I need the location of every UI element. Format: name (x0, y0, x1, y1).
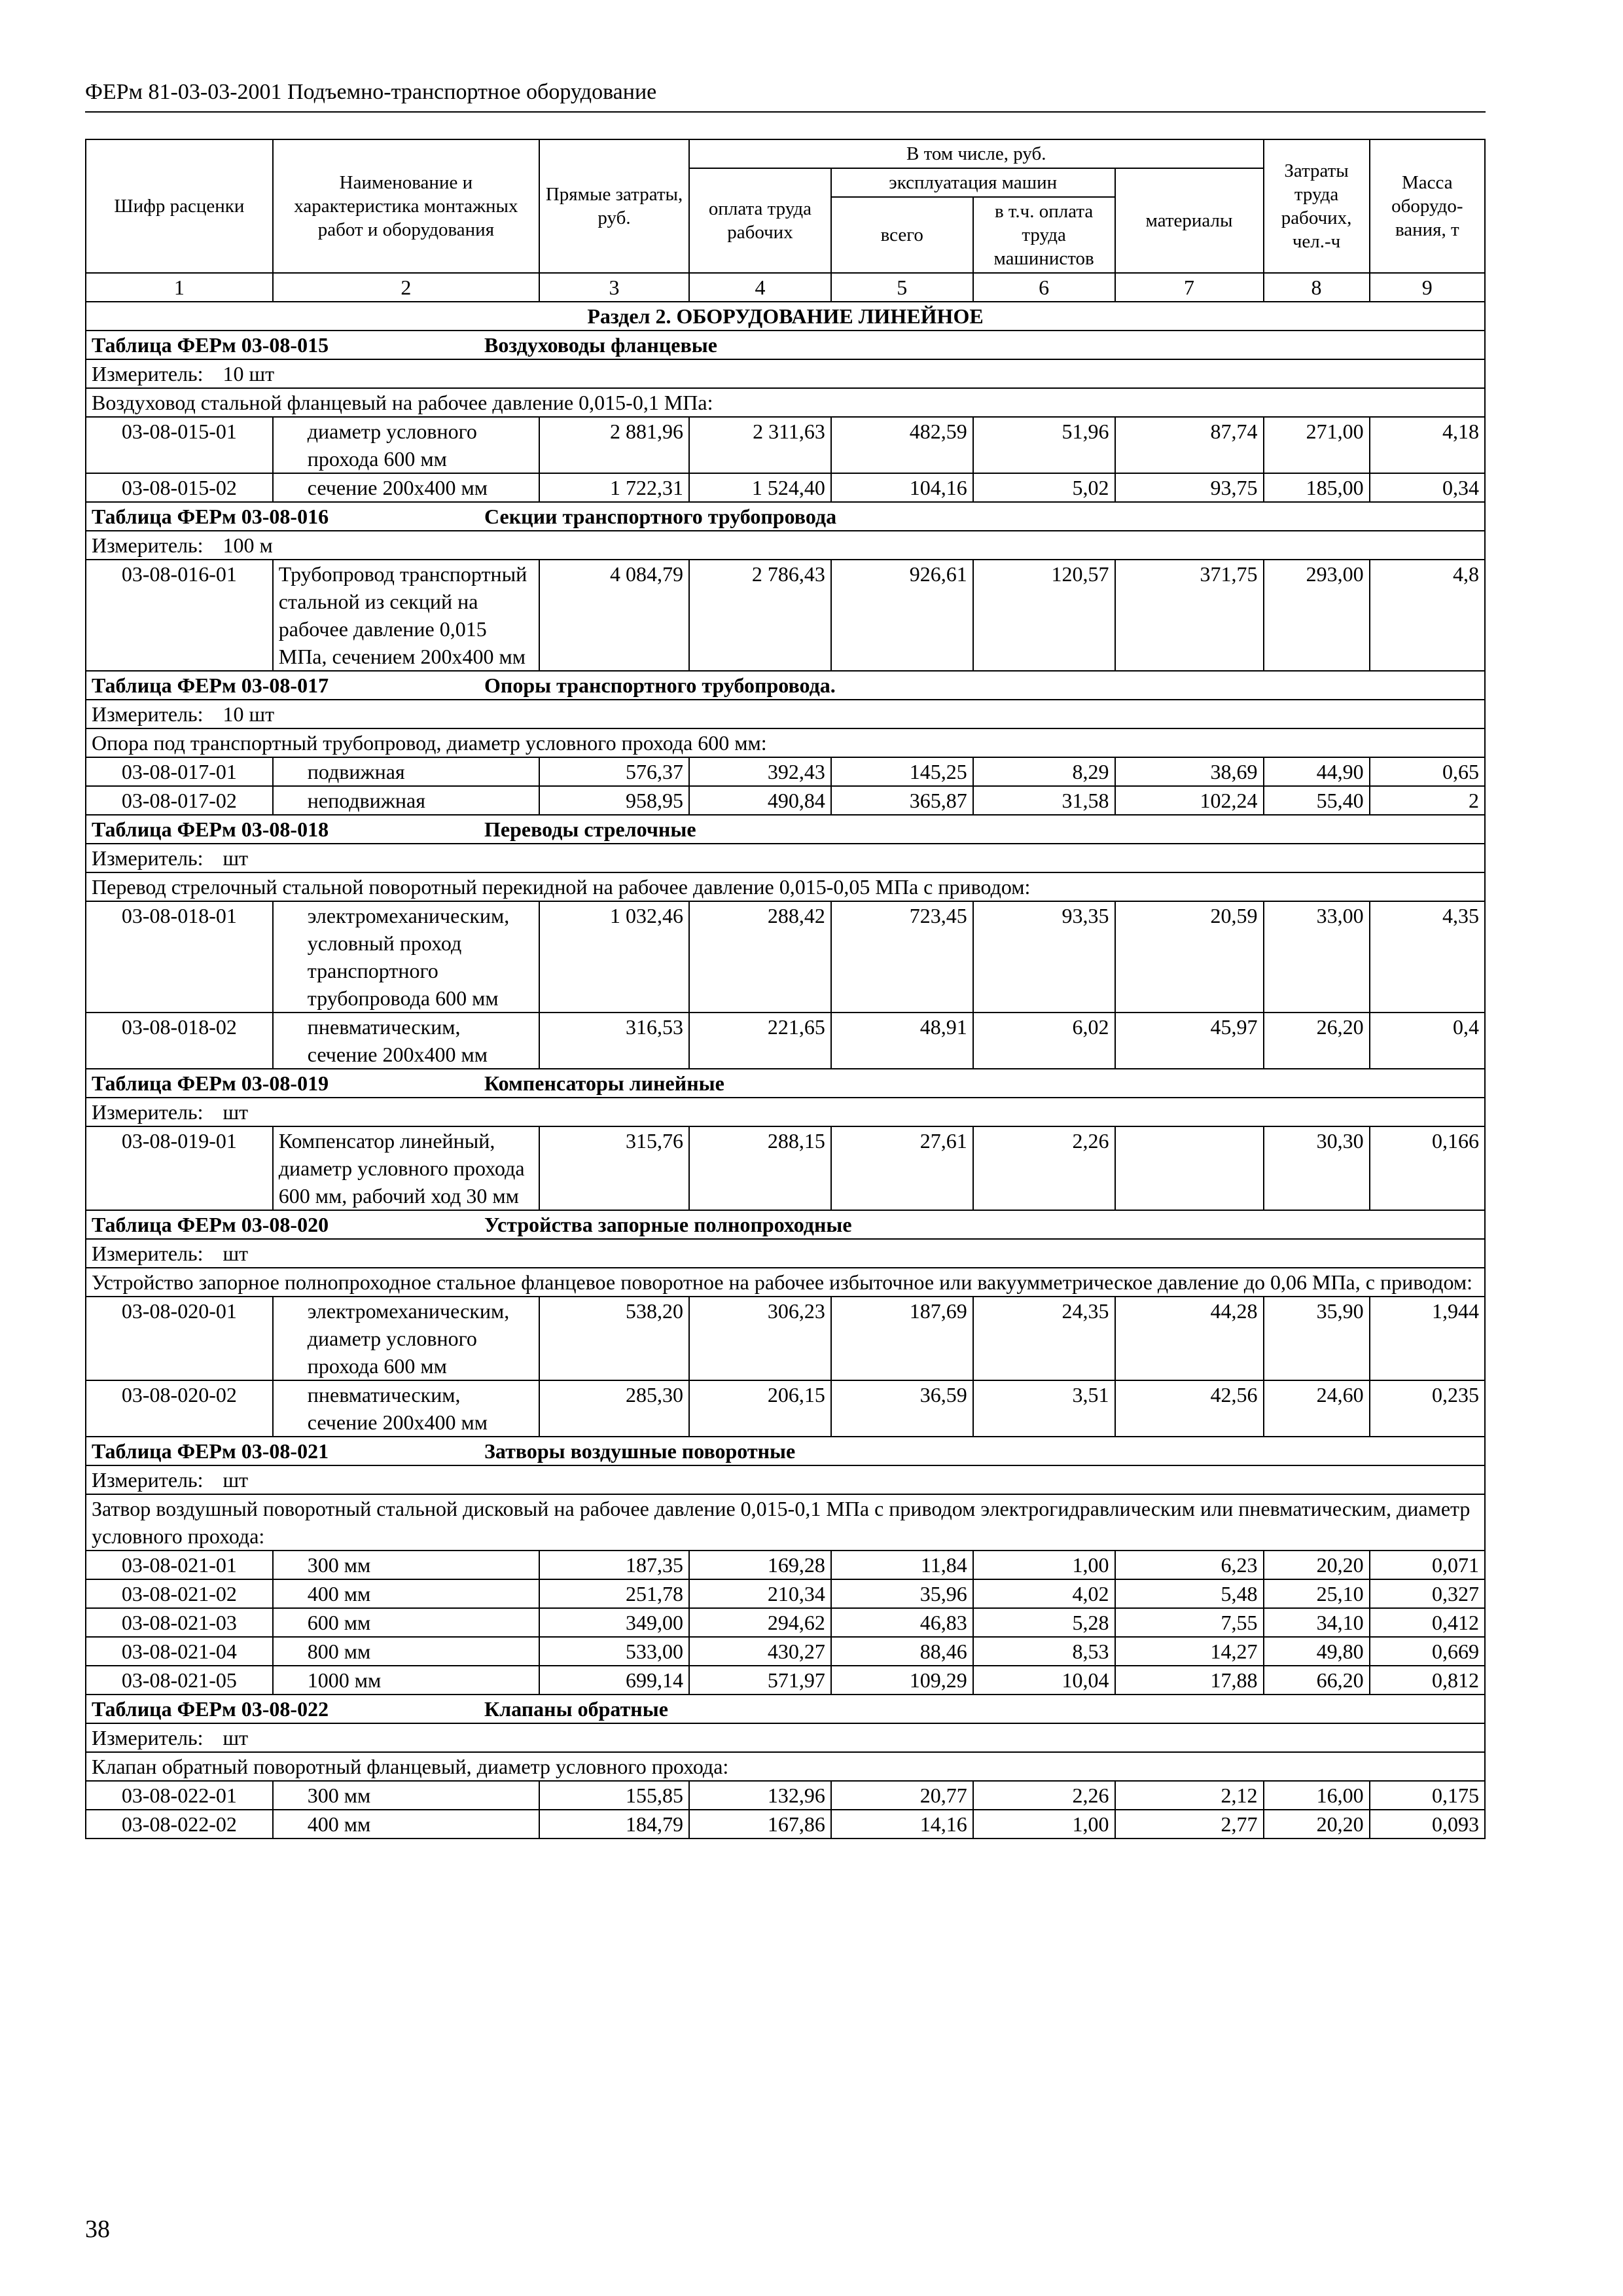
materials-cost (1115, 1126, 1264, 1210)
materials-cost: 7,55 (1115, 1608, 1264, 1637)
unit-label: Измеритель: (92, 1100, 204, 1124)
table-row (86, 786, 1485, 815)
labor-pay: 571,97 (689, 1666, 831, 1695)
labor-pay: 490,84 (689, 786, 831, 815)
labor-hours: 44,90 (1264, 757, 1370, 786)
unit-row (86, 1465, 1485, 1494)
materials-cost: 45,97 (1115, 1013, 1264, 1069)
labor-pay: 169,28 (689, 1551, 831, 1579)
machines-pay: 4,02 (973, 1579, 1115, 1608)
materials-cost: 44,28 (1115, 1297, 1264, 1380)
description-text: Воздуховод стальной фланцевый на рабочее давление 0,015-0,1 МПа: (86, 388, 1485, 417)
machines-pay: 1,00 (973, 1551, 1115, 1579)
equipment-mass: 0,412 (1370, 1608, 1485, 1637)
col-mach-total-header: всего (831, 197, 973, 273)
equipment-mass: 0,4 (1370, 1013, 1485, 1069)
subtable-title-row (86, 671, 1485, 700)
labor-hours: 20,20 (1264, 1810, 1370, 1839)
work-name: пневматическим, сечение 200х400 мм (273, 1013, 539, 1069)
table-row (86, 1666, 1485, 1695)
column-number: 2 (273, 273, 539, 302)
subtable-code: Таблица ФЕРм 03-08-021 (92, 1439, 329, 1463)
machines-total: 365,87 (831, 786, 973, 815)
machines-pay: 5,28 (973, 1608, 1115, 1637)
equipment-mass: 4,18 (1370, 417, 1485, 473)
materials-cost: 42,56 (1115, 1380, 1264, 1437)
work-name: 400 мм (273, 1579, 539, 1608)
machines-total: 104,16 (831, 473, 973, 502)
table-row (86, 757, 1485, 786)
col-labor-header: Затраты труда рабочих, чел.-ч (1264, 139, 1370, 273)
column-number: 9 (1370, 273, 1485, 302)
column-number: 5 (831, 273, 973, 302)
materials-cost: 2,12 (1115, 1781, 1264, 1810)
column-number: 1 (86, 273, 273, 302)
subtable-title: Секции транспортного трубопровода (484, 505, 837, 528)
subtable-code: Таблица ФЕРм 03-08-016 (92, 505, 329, 528)
labor-pay: 132,96 (689, 1781, 831, 1810)
unit-row (86, 844, 1485, 872)
unit-row (86, 531, 1485, 560)
table-row (86, 1579, 1485, 1608)
unit-row (86, 359, 1485, 388)
direct-cost: 184,79 (539, 1810, 689, 1839)
equipment-mass: 0,327 (1370, 1579, 1485, 1608)
rate-code: 03-08-015-01 (86, 417, 273, 473)
section-title: Раздел 2. ОБОРУДОВАНИЕ ЛИНЕЙНОЕ (86, 302, 1485, 331)
unit-label: Измеритель: (92, 1468, 204, 1492)
work-name: диаметр условного прохода 600 мм (273, 417, 539, 473)
machines-pay: 8,53 (973, 1637, 1115, 1666)
table-row (86, 1810, 1485, 1839)
table-row (86, 1637, 1485, 1666)
materials-cost: 102,24 (1115, 786, 1264, 815)
description-text: Затвор воздушный поворотный стальной дисковый на рабочее давление 0,015-0,1 МПа с приводом электрогидравлическим или пневматическим, диаметр условного прохода: (86, 1494, 1485, 1551)
direct-cost: 958,95 (539, 786, 689, 815)
unit-value: 100 м (223, 533, 273, 557)
description-text: Опора под транспортный трубопровод, диаметр условного прохода 600 мм: (86, 728, 1485, 757)
labor-hours: 35,90 (1264, 1297, 1370, 1380)
column-number: 3 (539, 273, 689, 302)
machines-pay: 1,00 (973, 1810, 1115, 1839)
work-name: электромеханическим, условный проход транспортного трубопровода 600 мм (273, 901, 539, 1013)
equipment-mass: 1,944 (1370, 1297, 1485, 1380)
col-mass-header: Масса оборудо-вания, т (1370, 139, 1485, 273)
machines-pay: 6,02 (973, 1013, 1115, 1069)
machines-total: 187,69 (831, 1297, 973, 1380)
direct-cost: 155,85 (539, 1781, 689, 1810)
table-row (86, 1380, 1485, 1437)
direct-cost: 2 881,96 (539, 417, 689, 473)
machines-pay: 31,58 (973, 786, 1115, 815)
equipment-mass: 0,093 (1370, 1810, 1485, 1839)
column-number: 7 (1115, 273, 1264, 302)
labor-hours: 25,10 (1264, 1579, 1370, 1608)
unit-row (86, 1098, 1485, 1126)
subtable-title-row (86, 502, 1485, 531)
direct-cost: 315,76 (539, 1126, 689, 1210)
machines-pay: 93,35 (973, 901, 1115, 1013)
work-name: 300 мм (273, 1781, 539, 1810)
table-row (86, 1551, 1485, 1579)
work-name: подвижная (273, 757, 539, 786)
direct-cost: 187,35 (539, 1551, 689, 1579)
col-name-header: Наименование и характеристика монтажных работ и оборудования (273, 139, 539, 273)
machines-pay: 51,96 (973, 417, 1115, 473)
rate-code: 03-08-015-02 (86, 473, 273, 502)
description-text: Перевод стрелочный стальной поворотный перекидной на рабочее давление 0,015-0,05 МПа с приводом: (86, 872, 1485, 901)
labor-hours: 20,20 (1264, 1551, 1370, 1579)
col-incl-header: В том числе, руб. (689, 139, 1263, 168)
column-number: 6 (973, 273, 1115, 302)
table-row (86, 1013, 1485, 1069)
machines-total: 109,29 (831, 1666, 973, 1695)
subtable-code: Таблица ФЕРм 03-08-022 (92, 1697, 329, 1721)
machines-total: 145,25 (831, 757, 973, 786)
labor-hours: 24,60 (1264, 1380, 1370, 1437)
machines-pay: 8,29 (973, 757, 1115, 786)
direct-cost: 533,00 (539, 1637, 689, 1666)
labor-pay: 210,34 (689, 1579, 831, 1608)
rate-code: 03-08-021-02 (86, 1579, 273, 1608)
column-number: 4 (689, 273, 831, 302)
machines-total: 926,61 (831, 560, 973, 671)
subtable-code: Таблица ФЕРм 03-08-019 (92, 1071, 329, 1095)
labor-pay: 392,43 (689, 757, 831, 786)
subtable-title-row (86, 1210, 1485, 1239)
labor-pay: 206,15 (689, 1380, 831, 1437)
subtable-title-row (86, 1437, 1485, 1465)
description-text: Устройство запорное полнопроходное стальное фланцевое поворотное на рабочее избыточное или вакуумметрическое давление до 0,06 МПа, с приводом: (86, 1268, 1485, 1297)
table-row (86, 1781, 1485, 1810)
subtable-title: Опоры транспортного трубопровода. (484, 673, 836, 697)
equipment-mass: 4,8 (1370, 560, 1485, 671)
machines-total: 723,45 (831, 901, 973, 1013)
equipment-mass: 0,812 (1370, 1666, 1485, 1695)
labor-hours: 293,00 (1264, 560, 1370, 671)
subtable-title-row (86, 1069, 1485, 1098)
equipment-mass: 0,166 (1370, 1126, 1485, 1210)
subtable-title-row (86, 1695, 1485, 1723)
direct-cost: 251,78 (539, 1579, 689, 1608)
equipment-mass: 4,35 (1370, 901, 1485, 1013)
subtable-code: Таблица ФЕРм 03-08-020 (92, 1213, 329, 1236)
description-text: Клапан обратный поворотный фланцевый, диаметр условного прохода: (86, 1752, 1485, 1781)
subtable-title: Компенсаторы линейные (484, 1071, 724, 1095)
machines-total: 27,61 (831, 1126, 973, 1210)
description-row (86, 728, 1485, 757)
rate-code: 03-08-017-02 (86, 786, 273, 815)
materials-cost: 87,74 (1115, 417, 1264, 473)
unit-label: Измеритель: (92, 1242, 204, 1265)
work-name: 300 мм (273, 1551, 539, 1579)
machines-total: 14,16 (831, 1810, 973, 1839)
labor-pay: 1 524,40 (689, 473, 831, 502)
subtable-title-row (86, 815, 1485, 844)
machines-pay: 2,26 (973, 1126, 1115, 1210)
rate-code: 03-08-019-01 (86, 1126, 273, 1210)
col-code-header: Шифр расценки (86, 139, 273, 273)
machines-pay: 2,26 (973, 1781, 1115, 1810)
equipment-mass: 0,175 (1370, 1781, 1485, 1810)
unit-value: шт (223, 1100, 249, 1124)
machines-pay: 5,02 (973, 473, 1115, 502)
rate-code: 03-08-021-04 (86, 1637, 273, 1666)
work-name: пневматическим, сечение 200х400 мм (273, 1380, 539, 1437)
machines-pay: 3,51 (973, 1380, 1115, 1437)
table-row (86, 1297, 1485, 1380)
col-pay-header: оплата труда рабочих (689, 168, 831, 273)
page-header (85, 77, 1486, 113)
description-row (86, 1752, 1485, 1781)
running-head: ФЕРм 81-03-03-2001 Подъемно-транспортное оборудование (85, 77, 1486, 113)
labor-hours: 33,00 (1264, 901, 1370, 1013)
materials-cost: 6,23 (1115, 1551, 1264, 1579)
unit-label: Измеритель: (92, 846, 204, 870)
labor-hours: 16,00 (1264, 1781, 1370, 1810)
labor-pay: 288,42 (689, 901, 831, 1013)
labor-pay: 2 786,43 (689, 560, 831, 671)
labor-hours: 55,40 (1264, 786, 1370, 815)
unit-row (86, 1723, 1485, 1752)
rate-code: 03-08-022-02 (86, 1810, 273, 1839)
materials-cost: 371,75 (1115, 560, 1264, 671)
rate-code: 03-08-017-01 (86, 757, 273, 786)
subtable-title: Устройства запорные полнопроходные (484, 1213, 852, 1236)
work-name: сечение 200х400 мм (273, 473, 539, 502)
labor-hours: 26,20 (1264, 1013, 1370, 1069)
rate-code: 03-08-018-01 (86, 901, 273, 1013)
description-row (86, 1268, 1485, 1297)
labor-pay: 167,86 (689, 1810, 831, 1839)
unit-value: 10 шт (223, 702, 275, 726)
materials-cost: 38,69 (1115, 757, 1264, 786)
subtable-title: Воздуховоды фланцевые (484, 333, 717, 357)
labor-hours: 66,20 (1264, 1666, 1370, 1695)
description-row (86, 1494, 1485, 1551)
labor-hours: 49,80 (1264, 1637, 1370, 1666)
unit-label: Измеритель: (92, 702, 204, 726)
machines-pay: 120,57 (973, 560, 1115, 671)
table-row (86, 1608, 1485, 1637)
description-row (86, 872, 1485, 901)
work-name: 600 мм (273, 1608, 539, 1637)
table-row (86, 901, 1485, 1013)
direct-cost: 538,20 (539, 1297, 689, 1380)
subtable-code: Таблица ФЕРм 03-08-015 (92, 333, 329, 357)
materials-cost: 20,59 (1115, 901, 1264, 1013)
unit-value: шт (223, 1242, 249, 1265)
equipment-mass: 0,071 (1370, 1551, 1485, 1579)
labor-pay: 2 311,63 (689, 417, 831, 473)
work-name: Трубопровод транспортный стальной из секций на рабочее давление 0,015 МПа, сечением 200х400 мм (273, 560, 539, 671)
unit-label: Измеритель: (92, 362, 204, 386)
col-machines-header: эксплуатация машин (831, 168, 1115, 197)
unit-value: шт (223, 846, 249, 870)
machines-total: 48,91 (831, 1013, 973, 1069)
table-row (86, 473, 1485, 502)
unit-row (86, 1239, 1485, 1268)
description-row (86, 388, 1485, 417)
col-mach-pay-header: в т.ч. оплата труда машинистов (973, 197, 1115, 273)
direct-cost: 1 032,46 (539, 901, 689, 1013)
machines-total: 36,59 (831, 1380, 973, 1437)
equipment-mass: 0,34 (1370, 473, 1485, 502)
equipment-mass: 2 (1370, 786, 1485, 815)
labor-pay: 294,62 (689, 1608, 831, 1637)
machines-total: 11,84 (831, 1551, 973, 1579)
subtable-code: Таблица ФЕРм 03-08-017 (92, 673, 329, 697)
materials-cost: 17,88 (1115, 1666, 1264, 1695)
direct-cost: 4 084,79 (539, 560, 689, 671)
column-number: 8 (1264, 273, 1370, 302)
col-direct-header: Прямые затраты, руб. (539, 139, 689, 273)
machines-total: 482,59 (831, 417, 973, 473)
labor-hours: 30,30 (1264, 1126, 1370, 1210)
direct-cost: 349,00 (539, 1608, 689, 1637)
work-name: неподвижная (273, 786, 539, 815)
direct-cost: 316,53 (539, 1013, 689, 1069)
rate-code: 03-08-020-01 (86, 1297, 273, 1380)
subtable-code: Таблица ФЕРм 03-08-018 (92, 817, 329, 841)
rate-code: 03-08-018-02 (86, 1013, 273, 1069)
unit-value: 10 шт (223, 362, 275, 386)
direct-cost: 285,30 (539, 1380, 689, 1437)
materials-cost: 14,27 (1115, 1637, 1264, 1666)
materials-cost: 2,77 (1115, 1810, 1264, 1839)
labor-pay: 430,27 (689, 1637, 831, 1666)
labor-pay: 288,15 (689, 1126, 831, 1210)
rate-code: 03-08-021-01 (86, 1551, 273, 1579)
labor-hours: 271,00 (1264, 417, 1370, 473)
equipment-mass: 0,235 (1370, 1380, 1485, 1437)
work-name: электромеханическим, диаметр условного прохода 600 мм (273, 1297, 539, 1380)
labor-pay: 306,23 (689, 1297, 831, 1380)
col-materials-header: материалы (1115, 168, 1264, 273)
work-name: 800 мм (273, 1637, 539, 1666)
equipment-mass: 0,65 (1370, 757, 1485, 786)
table-row (86, 417, 1485, 473)
unit-label: Измеритель: (92, 1726, 204, 1749)
unit-label: Измеритель: (92, 533, 204, 557)
subtable-title-row (86, 331, 1485, 359)
rate-code: 03-08-022-01 (86, 1781, 273, 1810)
unit-value: шт (223, 1726, 249, 1749)
subtable-title: Клапаны обратные (484, 1697, 668, 1721)
machines-pay: 10,04 (973, 1666, 1115, 1695)
machines-total: 20,77 (831, 1781, 973, 1810)
equipment-mass: 0,669 (1370, 1637, 1485, 1666)
unit-row (86, 700, 1485, 728)
column-numbers-row (86, 273, 1485, 302)
table-row (86, 560, 1485, 671)
table-row (86, 1126, 1485, 1210)
rate-code: 03-08-021-03 (86, 1608, 273, 1637)
work-name: 400 мм (273, 1810, 539, 1839)
unit-value: шт (223, 1468, 249, 1492)
price-table (85, 139, 1486, 1839)
machines-total: 35,96 (831, 1579, 973, 1608)
subtable-title: Затворы воздушные поворотные (484, 1439, 796, 1463)
labor-hours: 34,10 (1264, 1608, 1370, 1637)
direct-cost: 576,37 (539, 757, 689, 786)
machines-pay: 24,35 (973, 1297, 1115, 1380)
machines-total: 88,46 (831, 1637, 973, 1666)
machines-total: 46,83 (831, 1608, 973, 1637)
work-name: 1000 мм (273, 1666, 539, 1695)
rate-code: 03-08-016-01 (86, 560, 273, 671)
labor-hours: 185,00 (1264, 473, 1370, 502)
subtable-title: Переводы стрелочные (484, 817, 696, 841)
direct-cost: 699,14 (539, 1666, 689, 1695)
materials-cost: 5,48 (1115, 1579, 1264, 1608)
materials-cost: 93,75 (1115, 473, 1264, 502)
rate-code: 03-08-021-05 (86, 1666, 273, 1695)
rate-code: 03-08-020-02 (86, 1380, 273, 1437)
work-name: Компенсатор линейный, диаметр условного прохода 600 мм, рабочий ход 30 мм (273, 1126, 539, 1210)
page-number: 38 (85, 2215, 110, 2243)
direct-cost: 1 722,31 (539, 473, 689, 502)
labor-pay: 221,65 (689, 1013, 831, 1069)
